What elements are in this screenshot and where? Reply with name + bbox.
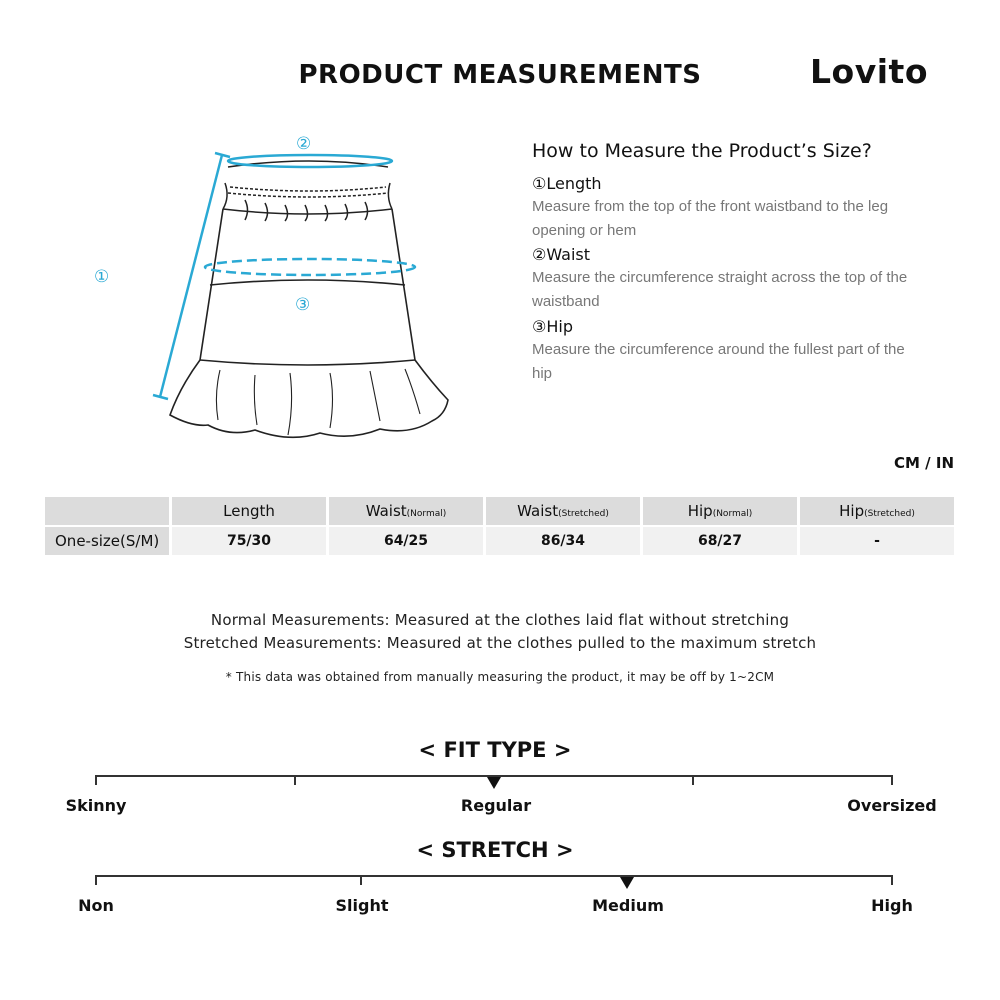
size-table (42, 495, 957, 557)
marker-hip: ③ (295, 295, 311, 315)
disclaimer-note: * This data was obtained from manually measuring the product, it may be off by 1~2CM (225, 670, 775, 684)
length-description: Measure from the top of the front waistband to the leg opening or hem (532, 198, 889, 239)
hip-heading: ③Hip (532, 317, 573, 336)
units-label: CM / IN (894, 454, 954, 472)
stretch-marker (620, 877, 634, 889)
length-heading: ①Length (532, 174, 602, 193)
header-main: Waist (365, 502, 407, 520)
header-main: Hip (687, 502, 713, 520)
table-cell: 64/25 (329, 527, 483, 555)
stretch-tick (95, 875, 97, 885)
skirt-illustration (80, 125, 480, 455)
table-header (800, 497, 954, 525)
fit-type-tick (891, 775, 893, 785)
hip-description: Measure the circumference around the fullest part of the hip (532, 341, 905, 382)
header-sub: (Stretched) (864, 509, 915, 519)
stretch-scale-line (95, 875, 893, 877)
header-sub: (Normal) (406, 509, 447, 519)
header-main: Length (223, 502, 275, 520)
waist-heading: ②Waist (532, 245, 590, 264)
fit-type-tick (95, 775, 97, 785)
fit-type-label-regular: Regular (460, 796, 532, 815)
fit-type-title: < FIT TYPE > (418, 738, 572, 762)
stretch-tick (891, 875, 893, 885)
page-title: PRODUCT MEASUREMENTS (298, 60, 702, 90)
fit-type-marker (487, 777, 501, 789)
fit-type-tick (692, 775, 694, 785)
header-sub: (Stretched) (558, 509, 609, 519)
marker-length: ① (94, 267, 110, 287)
how-to-title: How to Measure the Product’s Size? (532, 140, 872, 162)
fit-type-label-oversized: Oversized (847, 796, 937, 815)
skirt-ruffle (170, 360, 448, 437)
table-cell: 75/30 (172, 527, 326, 555)
normal-measurement-note: Normal Measurements: Measured at the clothes laid flat without stretching (210, 611, 790, 629)
stretched-measurement-note: Stretched Measurements: Measured at the clothes pulled to the maximum stretch (183, 634, 817, 652)
table-cell: 68/27 (643, 527, 797, 555)
skirt-waistband (223, 161, 392, 221)
table-header (643, 497, 797, 525)
stretch-label-high: High (871, 896, 913, 915)
waist-description: Measure the circumference straight across the top of the waistband (532, 269, 908, 310)
brand-logo: Lovito (810, 52, 928, 91)
stretch-label-medium: Medium (592, 896, 664, 915)
table-header-row (45, 497, 954, 525)
table-row (45, 527, 954, 555)
marker-waist: ② (296, 134, 312, 154)
table-header (486, 497, 640, 525)
stretch-label-slight: Slight (335, 896, 389, 915)
hip-measure-line (205, 259, 415, 275)
table-header (172, 497, 326, 525)
header-main: Hip (839, 502, 865, 520)
table-cell: - (800, 527, 954, 555)
row-label: One-size(S/M) (45, 527, 169, 555)
stretch-tick (360, 875, 362, 885)
stretch-title: < STRETCH > (416, 838, 574, 862)
header-sub: (Normal) (712, 509, 753, 519)
stretch-label-non: Non (78, 896, 114, 915)
table-corner-cell (45, 497, 169, 525)
skirt-body (200, 209, 415, 365)
table-header (329, 497, 483, 525)
table-cell: 86/34 (486, 527, 640, 555)
fit-type-label-skinny: Skinny (65, 796, 127, 815)
header-main: Waist (517, 502, 559, 520)
fit-type-tick (294, 775, 296, 785)
